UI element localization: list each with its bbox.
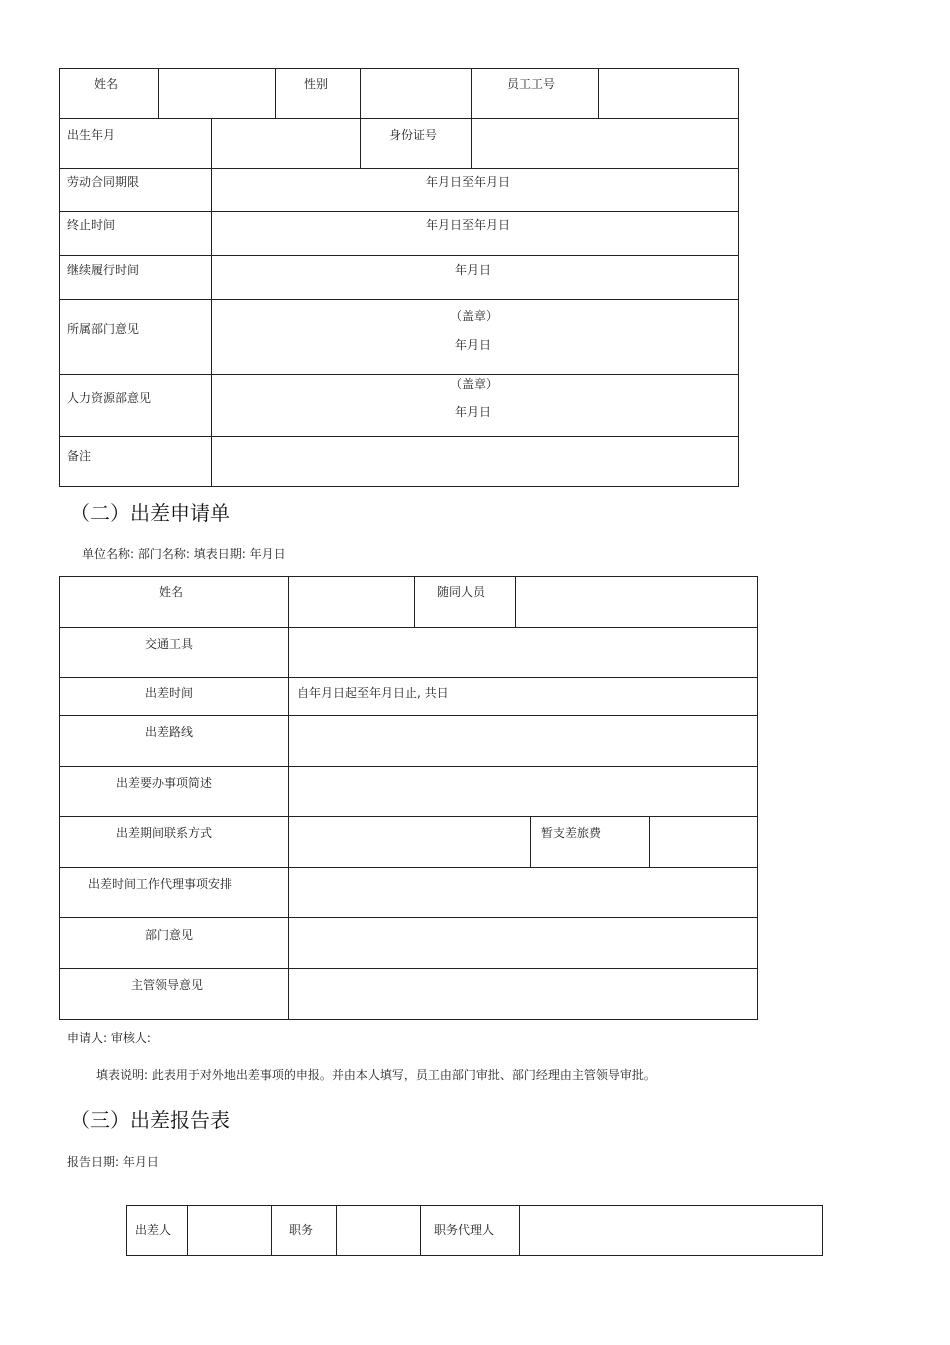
end-time-label: 终止时间: [67, 218, 116, 232]
col-divider: [187, 1205, 188, 1256]
summary-label: 出差要办事项简述: [116, 776, 213, 790]
section2-meta-line: 单位名称: 部门名称: 填表日期: 年月日: [82, 547, 286, 561]
col-divider: [211, 168, 212, 487]
col-divider: [275, 68, 276, 118]
dept-opinion-label: 所属部门意见: [67, 322, 140, 336]
row-divider: [59, 816, 758, 817]
contract-term-value: 年月日至年月日: [426, 175, 511, 189]
row-divider: [59, 211, 739, 212]
leader-opinion-label: 主管领导意见: [131, 978, 204, 992]
trip-time-label: 出差时间: [145, 686, 194, 700]
position-label: 职务: [289, 1223, 314, 1237]
col-divider: [288, 576, 289, 1020]
row-divider: [59, 867, 758, 868]
report-date: 报告日期: 年月日: [67, 1155, 159, 1169]
row-divider: [59, 118, 739, 119]
col-divider: [158, 68, 159, 118]
col-divider: [519, 1205, 520, 1256]
row-divider: [59, 766, 758, 767]
gender-label: 性别: [304, 77, 329, 91]
dept-date-text: 年月日: [455, 338, 492, 352]
route-label: 出差路线: [145, 725, 194, 739]
col-divider: [420, 1205, 421, 1256]
row-divider: [59, 374, 739, 375]
birth-label: 出生年月: [67, 128, 116, 142]
trip-dept-opinion-label: 部门意见: [145, 928, 194, 942]
trip-name-label: 姓名: [159, 585, 184, 599]
col-divider: [211, 118, 212, 168]
hr-seal-text: （盖章）: [450, 377, 499, 391]
row-divider: [59, 299, 739, 300]
row-divider: [59, 255, 739, 256]
row-divider: [59, 168, 739, 169]
name-label: 姓名: [94, 77, 119, 91]
delegate-label: 出差时间工作代理事项安排: [88, 877, 233, 891]
col-divider: [360, 68, 361, 118]
companion-label: 随同人员: [437, 585, 486, 599]
row-divider: [59, 968, 758, 969]
col-divider: [471, 118, 472, 168]
remarks-label: 备注: [67, 449, 92, 463]
row-divider: [59, 715, 758, 716]
transport-label: 交通工具: [145, 637, 194, 651]
trip-time-value: 自年月日起至年月日止, 共日: [297, 686, 449, 700]
col-divider: [336, 1205, 337, 1256]
row-divider: [59, 436, 739, 437]
signers-line: 申请人: 审核人:: [67, 1031, 151, 1045]
traveler-label: 出差人: [135, 1223, 172, 1237]
fill-instructions: 填表说明: 此表用于对外地出差事项的申报。并由本人填写，员工由部门审批、部门经理由主管领导审批。: [96, 1068, 656, 1082]
col-divider: [414, 576, 415, 627]
section2-title: （二）出差申请单: [70, 501, 230, 525]
col-divider: [598, 68, 599, 118]
col-divider: [471, 68, 472, 118]
dept-seal-text: （盖章）: [450, 309, 499, 323]
deputy-label: 职务代理人: [434, 1223, 495, 1237]
row-divider: [59, 677, 758, 678]
hr-opinion-label: 人力资源部意见: [67, 391, 152, 405]
row-divider: [59, 627, 758, 628]
contract-term-label: 劳动合同期限: [67, 175, 140, 189]
continue-time-label: 继续履行时间: [67, 263, 140, 277]
col-divider: [649, 816, 650, 867]
hr-date-text: 年月日: [455, 405, 492, 419]
col-divider: [515, 576, 516, 627]
contact-label: 出差期间联系方式: [116, 826, 213, 840]
col-divider: [271, 1205, 272, 1256]
id-card-label: 身份证号: [389, 128, 438, 142]
end-time-value: 年月日至年月日: [426, 218, 511, 232]
advance-label: 暂支差旅费: [541, 826, 602, 840]
col-divider: [360, 118, 361, 168]
col-divider: [530, 816, 531, 867]
employee-id-label: 员工工号: [507, 77, 556, 91]
section3-title: （三）出差报告表: [70, 1108, 230, 1132]
row-divider: [59, 917, 758, 918]
continue-time-value: 年月日: [455, 263, 492, 277]
